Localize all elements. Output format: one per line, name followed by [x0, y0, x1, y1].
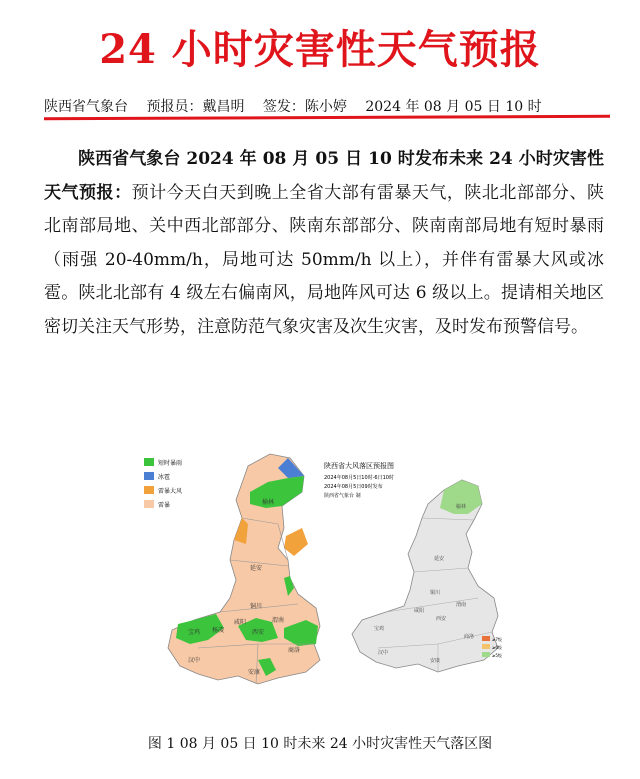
city-label: 汉中	[188, 657, 201, 664]
page-title: 24 小时灾害性天气预报	[99, 26, 541, 73]
city-label: 汉中	[378, 650, 389, 656]
city-label: 西安	[436, 616, 447, 622]
legend-swatch-thunder	[144, 500, 154, 508]
city-label: 安康	[248, 669, 261, 676]
city-label: 宝鸡	[374, 626, 385, 632]
city-label: 铜川	[250, 603, 263, 610]
forecast-maps	[138, 448, 518, 688]
city-label: 延安	[250, 565, 263, 572]
city-label: 延安	[434, 556, 445, 562]
wind-legend	[482, 636, 502, 658]
city-label: 西安	[252, 629, 265, 636]
wind-label-5: ≥5级	[492, 653, 502, 658]
legend-label-rainstorm: 短时暴雨	[158, 460, 183, 467]
legend-swatch-hail	[144, 472, 154, 480]
issue-datetime: 2024 年 08 月 05 日 10 时	[365, 99, 542, 115]
wind-map-header	[324, 461, 394, 499]
forecaster: 预报员：戴昌明	[146, 99, 245, 115]
city-label: 渭南	[272, 617, 285, 624]
city-label: 榆林	[262, 499, 275, 506]
city-label: 安康	[430, 658, 441, 664]
wind-map-title: 陕西省大风落区预报图	[324, 462, 394, 470]
wind-label-6: ≥6级	[492, 645, 502, 650]
issuer: 签发：陈小婷	[262, 99, 347, 115]
city-label: 杨凌	[212, 627, 225, 634]
city-label: 榆林	[456, 504, 467, 510]
legend-swatch-wind	[144, 486, 154, 494]
header-meta	[44, 96, 604, 116]
city-label: 咸阳	[234, 619, 247, 626]
city-label: 咸阳	[414, 608, 425, 614]
city-label: 渭南	[456, 602, 467, 608]
wind-swatch-6	[482, 644, 490, 649]
legend-swatch-rainstorm	[144, 458, 154, 466]
wind-map-issued: 2024年08月5日09时发布	[324, 484, 383, 490]
forecast-text: 预计今天白天到晚上全省大部有雷暴天气，陕北北部部分、陕北南部局地、关中西北部部分、陕南东部部分、陕南南部局地有短时暴雨（雨强 20-40mm/h，局地可达 50mm/h 以上），并伴有雷暴大风或冰雹。陕北北部有 4 级左右偏南风，局地阵风可达 6 级以上。提请相关地区密切关注天气形势，注意防范气象灾害及次生灾害，及时发布预警信号。	[44, 182, 605, 337]
legend-label-hail: 冰雹	[158, 474, 171, 481]
city-label: 商洛	[464, 634, 475, 640]
wind-swatch-5	[482, 652, 490, 657]
legend-label-thunder: 雷暴	[158, 502, 171, 509]
wind-forecast-map	[352, 480, 498, 672]
severe-weather-legend	[144, 458, 182, 509]
wind-swatch-7	[482, 636, 490, 641]
forecast-body	[44, 143, 604, 345]
city-label: 铜川	[430, 590, 441, 596]
wind-map-maker: 陕西省气象台 制	[324, 493, 361, 499]
city-label: 商洛	[288, 647, 301, 654]
issuing-org: 陕西省气象台	[44, 99, 128, 115]
city-label: 宝鸡	[188, 629, 201, 636]
wind-map-period: 2024年08月5日10时-6日10时	[324, 475, 394, 481]
legend-label-wind: 雷暴大风	[158, 488, 183, 495]
wind-label-7: ≥7级	[492, 637, 502, 642]
figure-caption: 图 1 08 月 05 日 10 时未来 24 小时灾害性天气落区图	[147, 736, 493, 752]
forecast-lead: 陕西省气象台 2024 年 08 月 05 日 10 时发布未来 24 小时灾害性天气预报：	[44, 149, 604, 203]
